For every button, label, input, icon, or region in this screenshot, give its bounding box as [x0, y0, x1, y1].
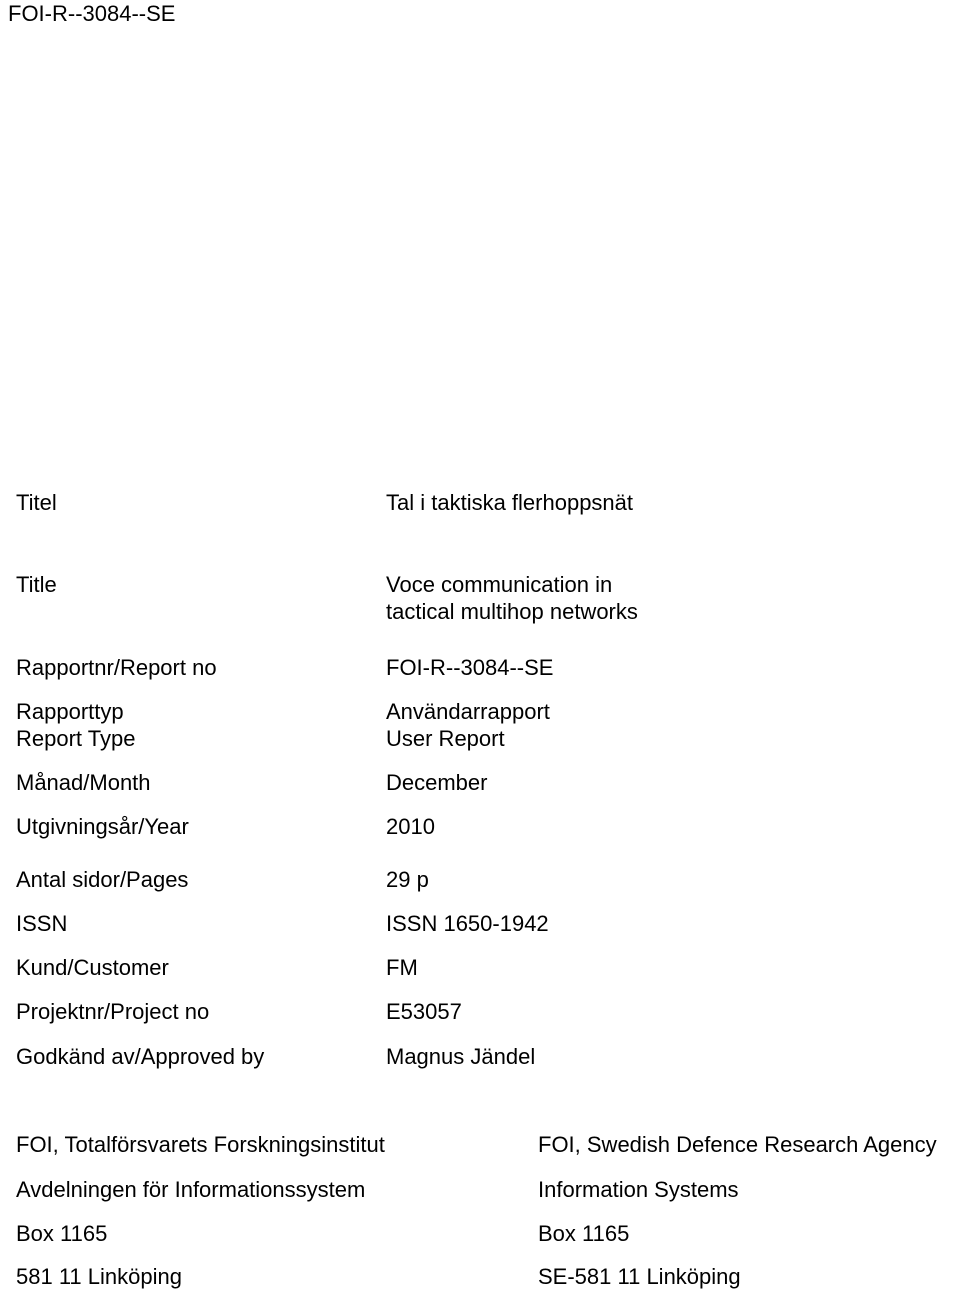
- month-value: December: [386, 770, 488, 795]
- report-id-header: FOI-R--3084--SE: [8, 1, 176, 26]
- year-label: Utgivningsår/Year: [16, 814, 189, 839]
- project-label: Projektnr/Project no: [16, 999, 210, 1024]
- footer-city-right: SE-581 11 Linköping: [538, 1264, 741, 1289]
- title-value-line1: Voce communication in: [386, 572, 613, 597]
- issn-label: ISSN: [16, 911, 68, 936]
- footer-box-right: Box 1165: [538, 1221, 630, 1246]
- title-label: Title: [16, 572, 57, 597]
- year-value: 2010: [386, 814, 435, 839]
- month-label: Månad/Month: [16, 770, 151, 795]
- footer-city-left: 581 11 Linköping: [16, 1264, 182, 1289]
- report-no-value: FOI-R--3084--SE: [386, 655, 554, 680]
- footer-box-left: Box 1165: [16, 1221, 108, 1246]
- pages-label: Antal sidor/Pages: [16, 867, 189, 892]
- approved-label: Godkänd av/Approved by: [16, 1044, 265, 1069]
- report-type-value-line2: User Report: [386, 726, 505, 751]
- approved-value: Magnus Jändel: [386, 1044, 536, 1069]
- report-type-value-line1: Användarrapport: [386, 699, 550, 724]
- project-value: E53057: [386, 999, 462, 1024]
- report-type-label-line2: Report Type: [16, 726, 136, 751]
- footer-org-english: FOI, Swedish Defence Research Agency: [538, 1132, 937, 1157]
- titel-value: Tal i taktiska flerhoppsnät: [386, 490, 634, 515]
- footer-org-swedish: FOI, Totalförsvarets Forskningsinstitut: [16, 1132, 385, 1157]
- title-value-line2: tactical multihop networks: [386, 599, 638, 624]
- report-type-label-line1: Rapporttyp: [16, 699, 124, 724]
- footer-division-english: Information Systems: [538, 1177, 739, 1202]
- customer-value: FM: [386, 955, 418, 980]
- pages-value: 29 p: [386, 867, 429, 892]
- customer-label: Kund/Customer: [16, 955, 169, 980]
- footer-division-swedish: Avdelningen för Informationssystem: [16, 1177, 366, 1202]
- titel-label: Titel: [16, 490, 57, 515]
- issn-value: ISSN 1650-1942: [386, 911, 549, 936]
- report-no-label: Rapportnr/Report no: [16, 655, 217, 680]
